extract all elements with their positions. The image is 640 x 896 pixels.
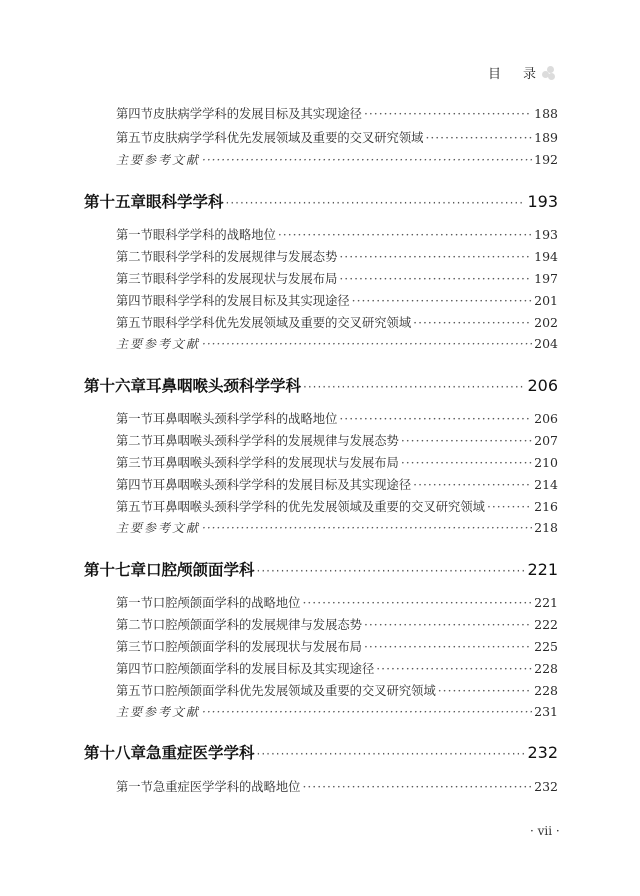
dot-leader bbox=[303, 380, 525, 394]
page-number: 193 bbox=[527, 192, 558, 211]
section-number: 第三节 bbox=[116, 456, 153, 470]
chapter-number: 第十七章 bbox=[84, 561, 147, 579]
page-number: 232 bbox=[527, 743, 558, 762]
page-number: 193 bbox=[534, 227, 558, 242]
section-title: 口腔颅颌面学科的发展目标及其实现途径 bbox=[152, 662, 375, 676]
toc-references-entry[interactable] bbox=[116, 519, 558, 536]
section-title: 口腔颅颌面学科的发展规律与发展态势 bbox=[152, 618, 362, 632]
section-title: 口腔颅颌面学科的战略地位 bbox=[152, 596, 301, 610]
dot-leader bbox=[226, 196, 526, 210]
page-number: 204 bbox=[534, 336, 558, 351]
dot-leader bbox=[364, 640, 532, 654]
toc-section-entry[interactable] bbox=[116, 453, 558, 471]
section-number: 第一节 bbox=[116, 780, 153, 794]
section-number: 第三节 bbox=[116, 640, 153, 654]
section-title: 急重症医学学科的战略地位 bbox=[152, 780, 301, 794]
dot-leader bbox=[364, 107, 532, 121]
section-number: 第四节 bbox=[116, 662, 153, 676]
page-number: 221 bbox=[534, 595, 558, 610]
running-header bbox=[488, 63, 556, 82]
section-number: 第一节 bbox=[116, 412, 153, 426]
toc-section-entry[interactable] bbox=[116, 659, 558, 677]
chapter-title: 耳鼻咽喉头颈科学学科 bbox=[146, 377, 302, 395]
dot-leader bbox=[376, 662, 532, 676]
dot-leader bbox=[202, 521, 532, 535]
section-title: 皮肤病学学科的发展目标及其实现途径 bbox=[152, 107, 362, 121]
dot-leader bbox=[413, 478, 532, 492]
section-title: 眼科学学科的发展规律与发展态势 bbox=[152, 250, 338, 264]
section-title: 耳鼻咽喉头颈科学学科的发展现状与发展布局 bbox=[152, 456, 399, 470]
section-title: 眼科学学科的战略地位 bbox=[152, 228, 276, 242]
section-number: 第一节 bbox=[116, 228, 153, 242]
page-number: 232 bbox=[534, 779, 558, 794]
page-number: 225 bbox=[534, 639, 558, 654]
section-number: 第二节 bbox=[116, 250, 153, 264]
toc-chapter-entry[interactable] bbox=[84, 374, 558, 396]
toc-chapter-entry[interactable] bbox=[84, 558, 558, 580]
header-title-char-1: 目 bbox=[488, 67, 502, 82]
section-number: 第四节 bbox=[116, 294, 153, 308]
chapter-number: 第十六章 bbox=[84, 377, 147, 395]
toc-section-entry[interactable] bbox=[116, 313, 558, 331]
page-number: 231 bbox=[534, 704, 558, 719]
section-number: 第一节 bbox=[116, 596, 153, 610]
page-number: 222 bbox=[534, 617, 558, 632]
toc-chapter-entry[interactable] bbox=[84, 741, 558, 763]
section-title: 眼科学学科优先发展领域及重要的交叉研究领域 bbox=[152, 316, 412, 330]
page-number: 189 bbox=[534, 130, 558, 145]
section-number: 第五节 bbox=[116, 684, 153, 698]
dot-leader bbox=[202, 337, 532, 351]
section-number: 第二节 bbox=[116, 618, 153, 632]
toc-section-entry[interactable] bbox=[116, 637, 558, 655]
dot-leader bbox=[487, 500, 532, 514]
page-number: 188 bbox=[534, 106, 558, 121]
toc-section-entry[interactable] bbox=[116, 777, 558, 795]
page-folio: · vii · bbox=[530, 824, 560, 838]
dot-leader bbox=[339, 272, 532, 286]
page-number: 228 bbox=[534, 683, 558, 698]
section-title: 皮肤病学学科优先发展领域及重要的交叉研究领域 bbox=[152, 131, 424, 145]
section-title: 眼科学学科的发展现状与发展布局 bbox=[152, 272, 338, 286]
dot-leader bbox=[401, 434, 532, 448]
references-label: 主要参考文献 bbox=[116, 521, 201, 535]
page-number: 197 bbox=[534, 271, 558, 286]
section-number: 第四节 bbox=[116, 107, 153, 121]
section-number: 第二节 bbox=[116, 434, 153, 448]
toc-section-entry[interactable] bbox=[116, 269, 558, 287]
section-title: 耳鼻咽喉头颈科学学科的发展规律与发展态势 bbox=[152, 434, 399, 448]
toc-section-entry[interactable] bbox=[116, 291, 558, 309]
toc-section-entry[interactable] bbox=[116, 225, 558, 243]
section-number: 第五节 bbox=[116, 131, 153, 145]
toc-section-entry[interactable] bbox=[116, 409, 558, 427]
toc-section-entry[interactable] bbox=[116, 247, 558, 265]
page-number: 221 bbox=[527, 560, 558, 579]
page-number: 207 bbox=[534, 433, 558, 448]
page-number: 202 bbox=[534, 315, 558, 330]
decorative-circles-icon bbox=[542, 66, 556, 80]
section-title: 耳鼻咽喉头颈科学学科的优先发展领域及重要的交叉研究领域 bbox=[152, 500, 485, 514]
page-number: 210 bbox=[534, 455, 558, 470]
chapter-title: 急重症医学学科 bbox=[146, 744, 255, 762]
dot-leader bbox=[425, 131, 532, 145]
page-number: 194 bbox=[534, 249, 558, 264]
page-number: 218 bbox=[534, 520, 558, 535]
page-number: 228 bbox=[534, 661, 558, 676]
toc-section-entry[interactable] bbox=[116, 431, 558, 449]
toc-section-entry[interactable] bbox=[116, 104, 558, 122]
dot-leader bbox=[202, 705, 532, 719]
chapter-title: 眼科学学科 bbox=[146, 193, 224, 211]
chapter-title: 口腔颅颌面学科 bbox=[146, 561, 255, 579]
dot-leader bbox=[339, 250, 532, 264]
dot-leader bbox=[438, 684, 532, 698]
toc-chapter-entry[interactable] bbox=[84, 190, 558, 212]
references-label: 主要参考文献 bbox=[116, 337, 201, 351]
dot-leader bbox=[302, 596, 532, 610]
section-title: 口腔颅颌面学科优先发展领域及重要的交叉研究领域 bbox=[152, 684, 436, 698]
toc-section-entry[interactable] bbox=[116, 615, 558, 633]
toc-references-entry[interactable] bbox=[116, 151, 558, 168]
dot-leader bbox=[413, 316, 532, 330]
section-number: 第四节 bbox=[116, 478, 153, 492]
section-number: 第五节 bbox=[116, 316, 153, 330]
dot-leader bbox=[202, 153, 532, 167]
section-title: 耳鼻咽喉头颈科学学科的战略地位 bbox=[152, 412, 338, 426]
section-title: 口腔颅颌面学科的发展现状与发展布局 bbox=[152, 640, 362, 654]
dot-leader bbox=[364, 618, 532, 632]
page-number: 206 bbox=[534, 411, 558, 426]
chapter-number: 第十五章 bbox=[84, 193, 147, 211]
dot-leader bbox=[352, 294, 532, 308]
dot-leader bbox=[257, 564, 526, 578]
toc-references-entry[interactable] bbox=[116, 703, 558, 720]
references-label: 主要参考文献 bbox=[116, 153, 201, 167]
toc-section-entry[interactable] bbox=[116, 497, 558, 515]
page-number: 206 bbox=[527, 376, 558, 395]
dot-leader bbox=[278, 228, 532, 242]
references-label: 主要参考文献 bbox=[116, 705, 201, 719]
chapter-number: 第十八章 bbox=[84, 744, 147, 762]
page-number: 201 bbox=[534, 293, 558, 308]
dot-leader bbox=[401, 456, 532, 470]
dot-leader bbox=[302, 780, 532, 794]
toc-section-entry[interactable] bbox=[116, 475, 558, 493]
toc-references-entry[interactable] bbox=[116, 335, 558, 352]
section-title: 眼科学学科的发展目标及其实现途径 bbox=[152, 294, 350, 308]
page-number: 192 bbox=[534, 152, 558, 167]
page-number: 216 bbox=[534, 499, 558, 514]
header-title-char-2: 录 bbox=[523, 67, 537, 82]
section-number: 第五节 bbox=[116, 500, 153, 514]
toc-section-entry[interactable] bbox=[116, 128, 558, 146]
toc-section-entry[interactable] bbox=[116, 681, 558, 699]
section-number: 第三节 bbox=[116, 272, 153, 286]
page-number: 214 bbox=[534, 477, 558, 492]
toc-section-entry[interactable] bbox=[116, 593, 558, 611]
section-title: 耳鼻咽喉头颈科学学科的发展目标及其实现途径 bbox=[152, 478, 412, 492]
dot-leader bbox=[257, 747, 526, 761]
dot-leader bbox=[339, 412, 532, 426]
